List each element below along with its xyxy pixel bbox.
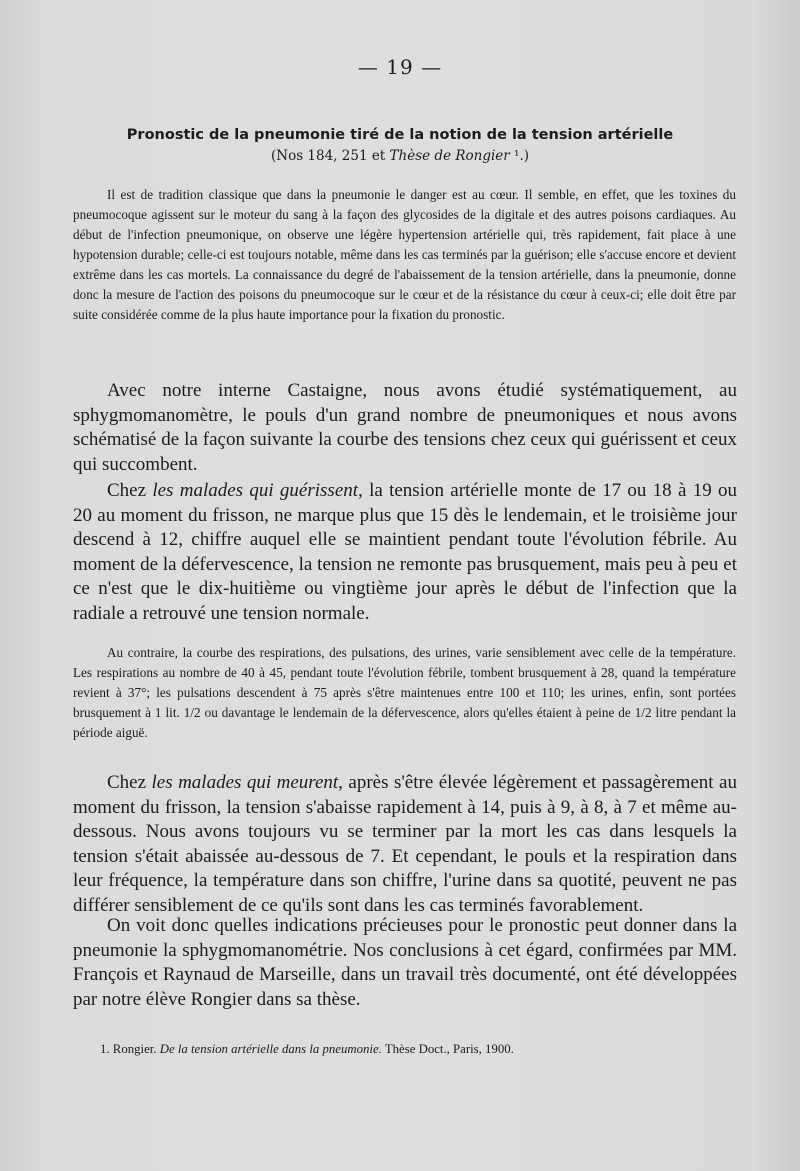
- paragraph-conclusion: On voit donc quelles indications précieuses pour le pronostic peut donner dans la pneumonie la sphygmomanométrie. Nos conclusions à cet égard, confirmées par MM. François et Raynaud de Marseille, dans un travail très documenté, ont été développées par notre élève Rongier dans sa thèse.: [73, 915, 737, 1010]
- footnote-title: De la tension artérielle dans la pneumonie.: [159, 1042, 382, 1056]
- subtitle-thesis-ref: Thèse de Rongier: [389, 148, 510, 164]
- section-subtitle: [72, 148, 728, 164]
- subtitle-suffix: ¹.): [509, 148, 530, 164]
- paragraph-gueri: [73, 479, 737, 627]
- intro-paragraph: Il est de tradition classique que dans la pneumonie le danger est au cœur. Il semble, en effet, que les toxines du pneumocoque agissent sur le moteur du sang à la façon des glycosides de la digitale et des autres poisons cardiaques. Au début de l'infection pneumonique, on observe une légère hypertension artérielle qui, très rapidement, fait place à une hypotension durable; celle-ci est toujours notable, même dans les cas terminés par la guérison; elle s'accuse encore et devient extrême dans les cas mortels. La connaissance du degré de l'abaissement de la tension artérielle, dans la pneumonie, donne donc la mesure de l'action des poisons du pneumocoque sur le cœur et de la résistance du cœur à ceux-ci; elle doit être par suite considérée comme de la plus haute importance pour la fixation du pronostic.: [73, 187, 736, 322]
- meurent-emphasis: les malades qui meurent,: [151, 772, 343, 793]
- gueri-text: la tension artérielle monte de 17 ou 18 à 19 ou 20 au moment du frisson, ne marque plus que 15 dès le lendemain, et le troisième jour descend à 12, chiffre auquel elle se maintient pendant toute l'évolution fébrile. Au moment de la défervescence, la tension ne remonte pas brusquement, mais peu à peu et ce n'est que le dix-huitième ou vingtième jour après le début de l'infection que la radiale a retrouvé une tension normale.: [73, 480, 737, 624]
- gueri-emphasis: les malades qui guérissent,: [152, 480, 363, 501]
- footnote-lead: 1. Rongier.: [100, 1042, 160, 1056]
- page-number: — 19 —: [357, 55, 443, 79]
- footnote: [100, 1042, 720, 1057]
- paragraph-contraire: Au contraire, la courbe des respirations, des pulsations, des urines, varie sensiblement avec celle de la température. Les respirations au nombre de 40 à 45, pendant toute l'évolution fébrile, tombent brusquement à 28, quand la température revient à 37°; les pulsations descendent à 75 après s'être maintenues entre 100 et 110; les urines, enfin, sont portées brusquement à 1 lit. 1/2 ou davantage le lendemain de la défervescence, alors qu'elles étaient à peine de 1/2 litre pendant la période aiguë.: [73, 645, 736, 740]
- meurent-lead: Chez: [107, 772, 152, 793]
- paragraph-castaigne: Avec notre interne Castaigne, nous avons étudié systématiquement, au sphygmomanomètre, le pouls d'un grand nombre de pneumoniques et nous avons schématisé de la façon suivante la courbe des tensions chez ceux qui guérissent et ceux qui succombent.: [73, 380, 737, 475]
- meurent-text: après s'être élevée légèrement et passagèrement au moment du frisson, la tension s'abaisse rapidement à 14, puis à 9, à 8, à 7 et même au-dessous. Nous avons toujours vu se terminer par la mort les cas dans lesquels la tension s'était abaissée au-dessous de 7. Et cependant, le pouls et la respiration dans leur fréquence, la température dans son chiffre, l'urine dans sa quotité, peuvent ne pas différer sensiblement de ce qu'ils sont dans les cas terminés favorablement.: [73, 772, 737, 916]
- subtitle-prefix: (Nos 184, 251 et: [270, 148, 390, 164]
- section-title: Pronostic de la pneumonie tiré de la notion de la tension artérielle: [126, 127, 674, 143]
- paragraph-meurent: [73, 771, 737, 919]
- gueri-lead: Chez: [107, 480, 153, 501]
- footnote-rest: Thèse Doct., Paris, 1900.: [381, 1042, 514, 1056]
